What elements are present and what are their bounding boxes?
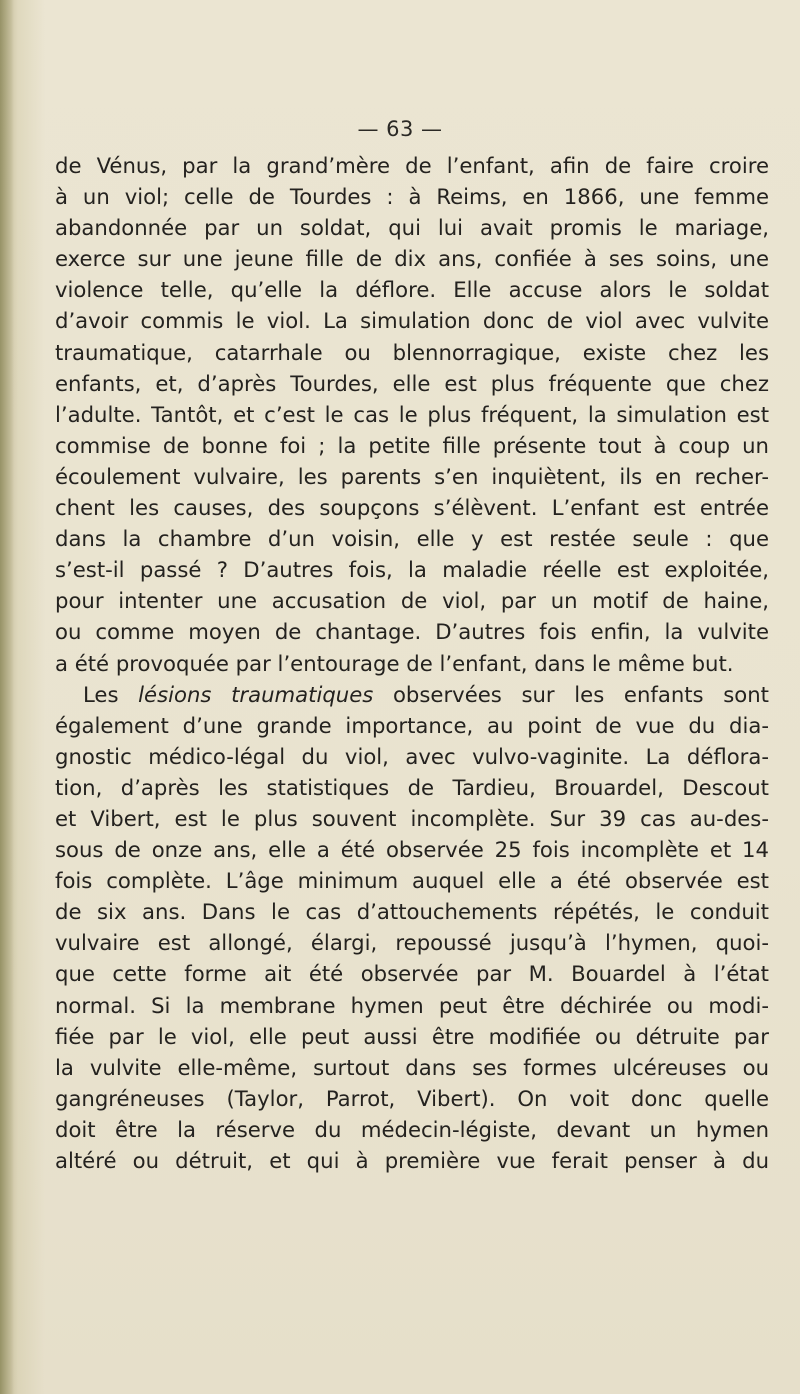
text-line: de six ans. Dans le cas d’attouchements répétés, le conduit <box>55 899 769 925</box>
text-line: d’avoir commis le viol. La simulation donc de viol avec vulvite <box>55 308 769 334</box>
emphasized-term: lésions traumatiques <box>138 681 374 707</box>
text-line: gnostic médico-légal du viol, avec vulvo-vaginite. La déflora- <box>55 743 769 769</box>
paragraph-opening-rest: observées sur les enfants sont <box>392 681 769 707</box>
text-line: traumatique, catarrhale ou blennorragique, existe chez les <box>55 339 769 365</box>
text-line: commise de bonne foi ; la petite fille présente tout à coup un <box>55 432 769 458</box>
text-line: tion, d’après les statistiques de Tardieu, Brouardel, Descout <box>55 774 769 800</box>
text-line: que cette forme ait été observée par M. Bouardel à l’état <box>55 961 769 987</box>
text-line: à un viol; celle de Tourdes : à Reims, en 1866, une femme <box>55 184 769 210</box>
text-line: enfants, et, d’après Tourdes, elle est plus fréquente que chez <box>55 370 769 396</box>
text-line: la vulvite elle-même, surtout dans ses formes ulcéreuses ou <box>55 1054 769 1080</box>
paragraph-start-line <box>55 679 769 710</box>
text-line: sous de onze ans, elle a été observée 25 fois incomplète et 14 <box>55 837 769 863</box>
text-line: vulvaire est allongé, élargi, repoussé jusqu’à l’hymen, quoi- <box>55 930 769 956</box>
text-line: ou comme moyen de chantage. D’autres fois enfin, la vulvite <box>55 619 769 645</box>
paragraph-opening-word: Les <box>83 681 119 707</box>
body-text <box>55 150 769 1176</box>
text-line: fois complète. L’âge minimum auquel elle a été observée est <box>55 868 769 894</box>
text-line: également d’une grande importance, au point de vue du dia- <box>55 712 769 738</box>
text-line: dans la chambre d’un voisin, elle y est restée seule : que <box>55 526 769 552</box>
text-line: s’est-il passé ? D’autres fois, la maladie réelle est exploitée, <box>55 557 769 583</box>
page-number: — 63 — <box>357 117 443 141</box>
text-line: normal. Si la membrane hymen peut être déchirée ou modi- <box>55 992 769 1018</box>
text-line: de Vénus, par la grand’mère de l’enfant, afin de faire croire <box>55 153 769 178</box>
text-line: abandonnée par un soldat, qui lui avait promis le mariage, <box>55 215 769 241</box>
text-line: gangréneuses (Taylor, Parrot, Vibert). On voit donc quelle <box>55 1085 769 1111</box>
page-binding-shadow <box>0 0 14 1394</box>
text-line: doit être la réserve du médecin-légiste, devant un hymen <box>55 1116 769 1142</box>
text-line: exerce sur une jeune fille de dix ans, confiée à ses soins, une <box>55 246 769 272</box>
text-line-paragraph-end: a été provoquée par l’entourage de l’enfant, dans le même but. <box>55 650 734 676</box>
text-line: et Vibert, est le plus souvent incomplète. Sur 39 cas au-des- <box>55 805 769 831</box>
text-line: violence telle, qu’elle la déflore. Elle accuse alors le soldat <box>55 277 769 303</box>
text-line: chent les causes, des soupçons s’élèvent. L’enfant est entrée <box>55 495 769 521</box>
text-line: fiée par le viol, elle peut aussi être modifiée ou détruite par <box>55 1023 769 1049</box>
text-line: pour intenter une accusation de viol, par un motif de haine, <box>55 588 769 614</box>
text-line: altéré ou détruit, et qui à première vue ferait penser à du <box>55 1148 769 1173</box>
text-line: écoulement vulvaire, les parents s’en inquiètent, ils en recher- <box>55 463 769 489</box>
text-line: l’adulte. Tantôt, et c’est le cas le plus fréquent, la simulation est <box>55 401 769 427</box>
